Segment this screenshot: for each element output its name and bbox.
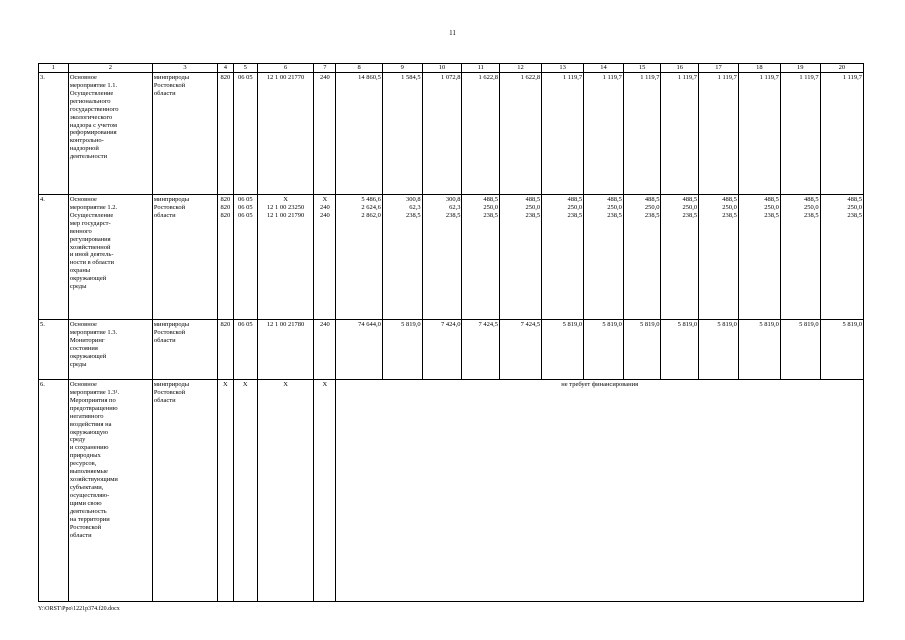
activity-name-line: надзорной — [69, 145, 99, 153]
grbs-code-line: 820 — [220, 321, 231, 328]
funding-value-line: 2 862,0 — [361, 212, 381, 219]
activity-name-line: выполняемые — [69, 468, 108, 476]
grbs-code — [218, 73, 233, 195]
table-row — [39, 320, 864, 380]
executor — [152, 320, 217, 380]
funding-value — [422, 320, 462, 380]
funding-value — [542, 73, 584, 195]
activity-name-line: негативного — [69, 412, 104, 420]
table-row — [39, 380, 864, 602]
funding-value — [738, 195, 780, 320]
section-code-line: 06 05 — [237, 204, 253, 211]
funding-value-line: 7 424,5 — [520, 321, 541, 328]
column-header: 11 — [462, 64, 500, 73]
funding-value — [500, 320, 542, 380]
funding-value — [699, 320, 739, 380]
column-header: 5 — [233, 64, 257, 73]
grbs-code — [218, 195, 233, 320]
funding-value-line: 238,5 — [847, 212, 862, 219]
executor-line: Ростовской — [153, 81, 186, 89]
column-header: 3 — [152, 64, 217, 73]
activity-name-line: природных — [69, 452, 101, 460]
funding-value — [820, 73, 863, 195]
executor-line: минприроды — [153, 74, 190, 81]
activity-name-line: Мероприятия по — [69, 396, 116, 404]
column-header: 19 — [780, 64, 820, 73]
funding-value — [623, 320, 661, 380]
funding-value-line: 1 119,7 — [562, 74, 583, 81]
section-code-line: 06 05 — [237, 196, 253, 203]
activity-name-line: предотвращению — [69, 404, 118, 412]
funding-value-line: 238,5 — [406, 212, 421, 219]
funding-value — [584, 73, 624, 195]
activity-name — [68, 73, 152, 195]
activity-name-line: воздействия на — [69, 420, 112, 428]
activity-name-line: венного — [69, 227, 92, 235]
funding-value-line: 7 424,5 — [478, 321, 499, 328]
funding-value-line: 250,0 — [607, 204, 622, 211]
page-number: 11 — [449, 29, 456, 37]
funding-value-line: 1 072,8 — [440, 74, 461, 81]
expense-type-line: 240 — [319, 212, 330, 219]
column-header: 10 — [422, 64, 462, 73]
funding-value — [382, 195, 422, 320]
funding-value — [661, 320, 699, 380]
activity-name-line: Осуществление — [69, 211, 114, 219]
target-code: X — [257, 380, 313, 602]
program-table — [38, 63, 864, 602]
funding-value-line: 238,5 — [682, 212, 698, 219]
column-header: 2 — [68, 64, 152, 73]
funding-value-line: 488,5 — [525, 196, 541, 203]
funding-value — [661, 73, 699, 195]
funding-value — [542, 320, 584, 380]
funding-value-line: 1 119,7 — [799, 74, 819, 81]
activity-name-line: состояния — [69, 344, 98, 352]
funding-value-line: 1 622,8 — [478, 74, 499, 81]
expense-type-line: 240 — [319, 321, 330, 328]
section-code — [233, 73, 257, 195]
funding-value — [780, 73, 820, 195]
funding-value — [500, 195, 542, 320]
funding-value-line: 238,5 — [804, 212, 819, 219]
activity-name-line: деятельность — [69, 507, 107, 515]
funding-value — [542, 195, 584, 320]
funding-value — [738, 320, 780, 380]
funding-value — [336, 73, 382, 195]
funding-value — [336, 320, 382, 380]
executor-line: минприроды — [153, 321, 190, 328]
funding-value-line: 1 584,5 — [401, 74, 421, 81]
funding-value-line: 488,5 — [722, 196, 737, 203]
funding-value-line: 7 424,0 — [440, 321, 461, 328]
activity-name-line: надзора с учетом — [69, 121, 118, 129]
column-header: 18 — [738, 64, 780, 73]
funding-value-line: 5 819,0 — [717, 321, 737, 328]
funding-value-line: 5 819,0 — [799, 321, 819, 328]
activity-name-line: среды — [69, 360, 87, 368]
column-header: 14 — [584, 64, 624, 73]
column-header: 6 — [257, 64, 313, 73]
funding-value-line: 250,0 — [722, 204, 737, 211]
row-number: 3. — [39, 73, 69, 195]
activity-name-line: и иной деятель- — [69, 251, 114, 259]
file-path-footer: Y:\ORST\Ppo\1221p374.f20.docx — [38, 606, 120, 612]
activity-name-line: мероприятие 1.2. — [69, 203, 118, 211]
activity-name — [68, 320, 152, 380]
funding-value — [623, 73, 661, 195]
funding-value-line: 238,5 — [567, 212, 583, 219]
activity-name-line: хозяйственной — [69, 243, 111, 251]
funding-value — [584, 195, 624, 320]
funding-value — [820, 195, 863, 320]
executor-line: Ростовской — [153, 388, 186, 396]
section-code-line: 06 05 — [237, 212, 253, 219]
funding-value-line: 250,0 — [525, 204, 541, 211]
funding-value-line: 488,5 — [567, 196, 583, 203]
target-code — [257, 73, 313, 195]
activity-name-line: экологического — [69, 113, 113, 121]
funding-value-line: 238,5 — [607, 212, 622, 219]
target-code-line: 12 1 00 21780 — [266, 321, 305, 328]
funding-value — [500, 73, 542, 195]
funding-value — [462, 73, 500, 195]
funding-value-line: 5 819,0 — [602, 321, 622, 328]
activity-name-line: деятельности — [69, 153, 108, 161]
funding-value — [422, 73, 462, 195]
target-code-line: X — [283, 196, 288, 203]
funding-value — [336, 195, 382, 320]
activity-name-line: мероприятие 1.3¹. — [69, 388, 120, 396]
activity-name-line: Основное — [69, 381, 97, 388]
column-header: 16 — [661, 64, 699, 73]
funding-value-line: 300,8 — [406, 196, 421, 203]
activity-name-line: окружающую — [69, 428, 108, 436]
funding-value-line: 488,5 — [644, 196, 660, 203]
target-code — [257, 320, 313, 380]
activity-name-line: Основное — [69, 321, 97, 328]
activity-name-line: Осуществление — [69, 89, 114, 97]
activity-name-line: регулирования — [69, 235, 111, 243]
activity-name-line: охраны — [69, 267, 91, 275]
executor-line: области — [153, 336, 176, 344]
activity-name-line: Ростовской — [69, 523, 102, 531]
target-code — [257, 195, 313, 320]
funding-value-line: 488,5 — [804, 196, 819, 203]
activity-name-line: государственного — [69, 105, 119, 113]
activity-name-line: реформирования — [69, 129, 117, 137]
funding-value-line: 238,5 — [483, 212, 499, 219]
funding-value-line: 300,8 — [445, 196, 461, 203]
column-header: 17 — [699, 64, 739, 73]
executor-line: области — [153, 211, 176, 219]
activity-name-line: субъектами, — [69, 483, 104, 491]
executor-line: области — [153, 89, 176, 97]
funding-value-line: 250,0 — [682, 204, 698, 211]
funding-value — [462, 195, 500, 320]
funding-value-line: 5 819,0 — [677, 321, 698, 328]
funding-value-line: 250,0 — [567, 204, 583, 211]
funding-value — [462, 320, 500, 380]
funding-value-line: 250,0 — [804, 204, 819, 211]
section-code-line: 06 05 — [237, 321, 253, 328]
column-header: 20 — [820, 64, 863, 73]
funding-value-line: 1 119,7 — [842, 74, 862, 81]
grbs-code-line: 820 — [220, 212, 231, 219]
funding-value-line: 14 860,5 — [358, 74, 381, 81]
funding-value — [584, 320, 624, 380]
column-header: 7 — [314, 64, 336, 73]
activity-name-line: контрольно- — [69, 137, 104, 145]
activity-name — [68, 380, 152, 602]
row-number: 5. — [39, 320, 69, 380]
funding-value-line: 238,5 — [525, 212, 541, 219]
funding-value-line: 488,5 — [607, 196, 622, 203]
activity-name-line: ности в области — [69, 259, 114, 267]
executor — [152, 73, 217, 195]
activity-name-line: хозяйствующими — [69, 476, 118, 484]
funding-value — [422, 195, 462, 320]
expense-type — [314, 73, 336, 195]
section-code — [233, 320, 257, 380]
funding-value — [382, 73, 422, 195]
row-number: 6. — [39, 380, 69, 602]
expense-type — [314, 195, 336, 320]
funding-value-line: 238,5 — [445, 212, 461, 219]
funding-value-line: 250,0 — [764, 204, 779, 211]
funding-value — [382, 320, 422, 380]
expense-type-line: 240 — [319, 74, 330, 81]
activity-name — [68, 195, 152, 320]
grbs-code-line: 820 — [220, 74, 231, 81]
funding-value-line: 62,3 — [409, 204, 421, 211]
activity-name-line: и сохранению — [69, 444, 109, 452]
funding-value-line: 2 624,6 — [361, 204, 381, 211]
activity-name-line: Основное — [69, 196, 97, 203]
expense-type — [314, 320, 336, 380]
funding-value-line: 250,0 — [644, 204, 660, 211]
activity-name-line: Основное — [69, 74, 97, 81]
executor-line: минприроды — [153, 196, 190, 203]
header-row — [39, 64, 864, 73]
grbs-code-line: 820 — [220, 204, 231, 211]
executor-line: минприроды — [153, 381, 190, 388]
activity-name-line: осуществляю- — [69, 491, 110, 499]
funding-value — [780, 320, 820, 380]
column-header: 9 — [382, 64, 422, 73]
column-header: 15 — [623, 64, 661, 73]
funding-value-line: 5 819,0 — [759, 321, 779, 328]
activity-name-line: мероприятие 1.1. — [69, 81, 118, 89]
funding-value-line: 250,0 — [847, 204, 862, 211]
expense-type: X — [314, 380, 336, 602]
funding-value — [820, 320, 863, 380]
expense-type-line: 240 — [319, 204, 330, 211]
funding-value-line: 488,5 — [483, 196, 499, 203]
activity-name-line: Мониторинг — [69, 336, 105, 344]
section-code-line: 06 05 — [237, 74, 253, 81]
activity-name-line: окружающей — [69, 352, 107, 360]
funding-value-line: 238,5 — [764, 212, 779, 219]
expense-type-line: X — [322, 196, 328, 203]
activity-name-line: окружающей — [69, 275, 107, 283]
executor-line: области — [153, 396, 176, 404]
activity-name-line: щими свою — [69, 499, 102, 507]
funding-value-line: 5 486,6 — [361, 196, 381, 203]
funding-value — [699, 195, 739, 320]
column-header: 4 — [218, 64, 233, 73]
row-number: 4. — [39, 195, 69, 320]
table-row — [39, 195, 864, 320]
funding-value-line: 74 644,0 — [358, 321, 381, 328]
funding-value-line: 5 819,0 — [401, 321, 421, 328]
activity-name-line: на территории — [69, 515, 110, 523]
funding-value-line: 1 119,7 — [640, 74, 660, 81]
funding-value-line: 488,5 — [764, 196, 779, 203]
funding-value-line: 62,3 — [449, 204, 461, 211]
funding-value — [699, 73, 739, 195]
activity-name-line: мероприятие 1.3. — [69, 328, 118, 336]
funding-value — [780, 195, 820, 320]
executor-line: Ростовской — [153, 328, 186, 336]
funding-value-line: 488,5 — [847, 196, 862, 203]
activity-name-line: области — [69, 531, 92, 539]
no-funding-note: не требует финансирования — [336, 380, 864, 602]
activity-name-line: мер государст- — [69, 219, 111, 227]
section-code: X — [233, 380, 257, 602]
executor — [152, 195, 217, 320]
grbs-code: X — [218, 380, 233, 602]
funding-value-line: 5 819,0 — [842, 321, 862, 328]
target-code-line: 12 1 00 21770 — [266, 74, 305, 81]
funding-value-line: 238,5 — [722, 212, 737, 219]
funding-value-line: 5 819,0 — [562, 321, 583, 328]
section-code — [233, 195, 257, 320]
activity-name-line: среды — [69, 283, 87, 291]
funding-value-line: 5 819,0 — [639, 321, 660, 328]
funding-value — [738, 73, 780, 195]
executor — [152, 380, 217, 602]
funding-value-line: 1 622,8 — [520, 74, 541, 81]
grbs-code — [218, 320, 233, 380]
target-code-line: 12 1 00 23250 — [266, 204, 305, 211]
funding-value-line: 1 119,7 — [759, 74, 779, 81]
funding-value-line: 1 119,7 — [602, 74, 622, 81]
column-header: 12 — [500, 64, 542, 73]
activity-name-line: среду — [69, 436, 86, 444]
funding-value — [661, 195, 699, 320]
funding-value-line: 1 119,7 — [677, 74, 698, 81]
column-header: 8 — [336, 64, 382, 73]
funding-value-line: 238,5 — [644, 212, 660, 219]
table-row — [39, 73, 864, 195]
grbs-code-line: 820 — [220, 196, 231, 203]
funding-value — [623, 195, 661, 320]
activity-name-line: регионального — [69, 97, 111, 105]
funding-value-line: 488,5 — [682, 196, 698, 203]
funding-value-line: 250,0 — [483, 204, 499, 211]
executor-line: Ростовской — [153, 203, 186, 211]
column-header: 1 — [39, 64, 69, 73]
activity-name-line: ресурсов, — [69, 460, 97, 468]
column-header: 13 — [542, 64, 584, 73]
target-code-line: 12 1 00 21790 — [266, 212, 305, 219]
funding-value-line: 1 119,7 — [717, 74, 737, 81]
